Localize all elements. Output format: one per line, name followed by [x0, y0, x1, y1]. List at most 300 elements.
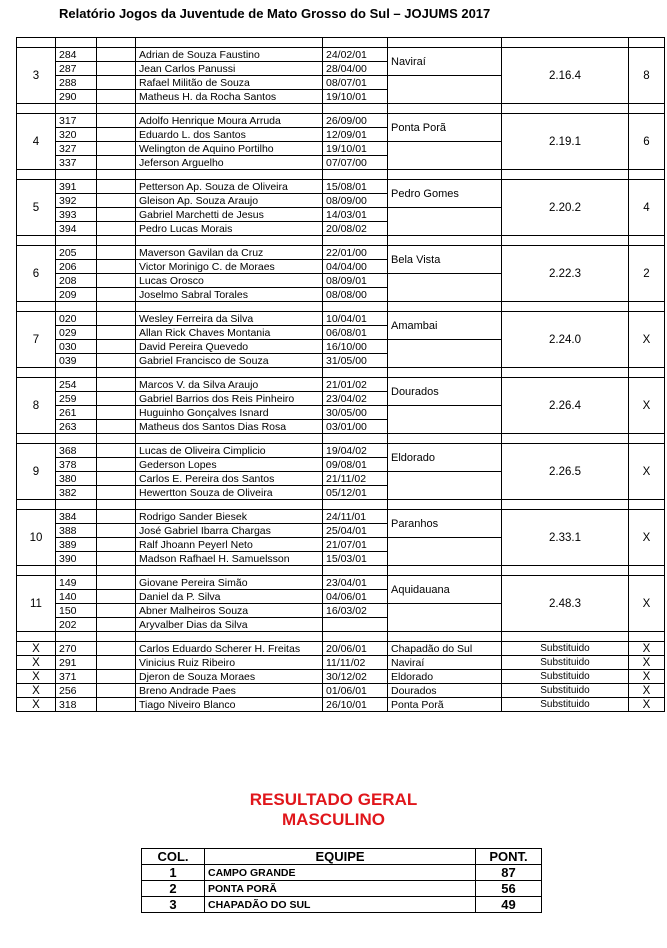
- substitute-status: Substituido: [502, 656, 629, 670]
- team-position: 7: [17, 312, 56, 368]
- athlete-city: Dourados: [388, 684, 502, 698]
- team-points: X: [629, 312, 665, 368]
- athlete-row: [17, 48, 665, 62]
- team-position: 3: [17, 48, 56, 104]
- empty-cell: [56, 104, 97, 114]
- athlete-name: Matheus dos Santos Dias Rosa: [136, 420, 323, 434]
- empty-cell: [323, 302, 388, 312]
- athlete-number: 030: [56, 340, 97, 354]
- substitute-position: X: [17, 656, 56, 670]
- substitute-row: [17, 670, 665, 684]
- athlete-number: 205: [56, 246, 97, 260]
- athlete-name: Joselmo Sabral Torales: [136, 288, 323, 302]
- athlete-name: Rodrigo Sander Biesek: [136, 510, 323, 524]
- empty-cell: [629, 566, 665, 576]
- empty-cell: [629, 368, 665, 378]
- empty-cell: [17, 632, 56, 642]
- empty-cell: [97, 208, 136, 222]
- athlete-birthdate: 04/06/01: [323, 590, 388, 604]
- athlete-name: Carlos E. Pereira dos Santos: [136, 472, 323, 486]
- empty-cell: [629, 500, 665, 510]
- team-separator-row: [17, 500, 665, 510]
- athlete-number: 317: [56, 114, 97, 128]
- empty-cell: [97, 104, 136, 114]
- empty-cell: [17, 236, 56, 246]
- team-separator-row: [17, 170, 665, 180]
- athlete-birthdate: 24/02/01: [323, 48, 388, 62]
- empty-cell: [388, 274, 502, 302]
- team-time: 2.26.5: [502, 444, 629, 500]
- athlete-number: 371: [56, 670, 97, 684]
- empty-cell: [388, 604, 502, 632]
- athlete-birthdate: 08/07/01: [323, 76, 388, 90]
- empty-cell: [136, 38, 323, 48]
- substitute-points: X: [629, 670, 665, 684]
- empty-cell: [502, 170, 629, 180]
- athlete-name: Adolfo Henrique Moura Arruda: [136, 114, 323, 128]
- ranking-table: [141, 848, 542, 913]
- athlete-number: 029: [56, 326, 97, 340]
- athlete-name: Eduardo L. dos Santos: [136, 128, 323, 142]
- empty-cell: [97, 246, 136, 260]
- athlete-birthdate: 19/10/01: [323, 90, 388, 104]
- athlete-birthdate: 07/07/00: [323, 156, 388, 170]
- athlete-birthdate: 24/11/01: [323, 510, 388, 524]
- athlete-number: 288: [56, 76, 97, 90]
- team-points: X: [629, 444, 665, 500]
- team-position: 4: [17, 114, 56, 170]
- empty-cell: [502, 236, 629, 246]
- athlete-number: 290: [56, 90, 97, 104]
- ranking-points: 87: [476, 865, 542, 881]
- empty-cell: [502, 104, 629, 114]
- empty-cell: [388, 538, 502, 566]
- empty-cell: [388, 632, 502, 642]
- empty-cell: [97, 312, 136, 326]
- athlete-name: Lucas de Oliveira Cimplicio: [136, 444, 323, 458]
- empty-cell: [629, 632, 665, 642]
- team-time: 2.26.4: [502, 378, 629, 434]
- empty-cell: [388, 500, 502, 510]
- athlete-city: Eldorado: [388, 670, 502, 684]
- empty-cell: [97, 472, 136, 486]
- athlete-birthdate: 14/03/01: [323, 208, 388, 222]
- athlete-name: Petterson Ap. Souza de Oliveira: [136, 180, 323, 194]
- athlete-name: Daniel da P. Silva: [136, 590, 323, 604]
- empty-cell: [97, 444, 136, 458]
- empty-cell: [136, 170, 323, 180]
- athlete-number: 327: [56, 142, 97, 156]
- athlete-name: Wesley Ferreira da Silva: [136, 312, 323, 326]
- athlete-number: 337: [56, 156, 97, 170]
- empty-cell: [323, 368, 388, 378]
- points-header: PONT.: [476, 849, 542, 865]
- athlete-birthdate: 30/12/02: [323, 670, 388, 684]
- substitute-points: X: [629, 698, 665, 712]
- empty-cell: [97, 566, 136, 576]
- empty-cell: [97, 114, 136, 128]
- empty-cell: [97, 288, 136, 302]
- ranking-position: 3: [142, 897, 205, 913]
- empty-cell: [323, 104, 388, 114]
- ranking-points: 49: [476, 897, 542, 913]
- ranking-header-row: [142, 849, 542, 865]
- team-time: 2.16.4: [502, 48, 629, 104]
- team-position: 10: [17, 510, 56, 566]
- empty-cell: [97, 142, 136, 156]
- empty-cell: [629, 170, 665, 180]
- ranking-team: CAMPO GRANDE: [205, 865, 476, 881]
- athlete-name: Lucas Orosco: [136, 274, 323, 288]
- ranking-row: [142, 865, 542, 881]
- team-separator-row: [17, 236, 665, 246]
- athlete-birthdate: 03/01/00: [323, 420, 388, 434]
- athlete-number: 378: [56, 458, 97, 472]
- empty-cell: [97, 392, 136, 406]
- team-city: Aquidauana: [388, 576, 502, 604]
- substitute-points: X: [629, 656, 665, 670]
- empty-cell: [97, 406, 136, 420]
- empty-cell: [97, 698, 136, 712]
- empty-cell: [136, 236, 323, 246]
- team-separator-row: [17, 632, 665, 642]
- team-city: Dourados: [388, 378, 502, 406]
- athlete-number: 380: [56, 472, 97, 486]
- athlete-name: Aryvalber Dias da Silva: [136, 618, 323, 632]
- team-separator-row: [17, 434, 665, 444]
- athlete-row: [17, 180, 665, 194]
- substitute-position: X: [17, 684, 56, 698]
- athlete-number: 384: [56, 510, 97, 524]
- athlete-birthdate: 19/10/01: [323, 142, 388, 156]
- empty-cell: [97, 368, 136, 378]
- empty-cell: [388, 104, 502, 114]
- empty-cell: [502, 38, 629, 48]
- athlete-number: 259: [56, 392, 97, 406]
- empty-cell: [97, 538, 136, 552]
- empty-cell: [388, 208, 502, 236]
- athlete-birthdate: 12/09/01: [323, 128, 388, 142]
- ranking-position: 1: [142, 865, 205, 881]
- athlete-birthdate: 08/09/01: [323, 274, 388, 288]
- ranking-points: 56: [476, 881, 542, 897]
- athlete-name: Pedro Lucas Morais: [136, 222, 323, 236]
- athlete-number: 270: [56, 642, 97, 656]
- team-time: 2.20.2: [502, 180, 629, 236]
- athlete-name: Jeferson Arguelho: [136, 156, 323, 170]
- empty-cell: [97, 552, 136, 566]
- team-position: 6: [17, 246, 56, 302]
- empty-cell: [629, 434, 665, 444]
- substitute-position: X: [17, 698, 56, 712]
- overall-result-title-line1: RESULTADO GERAL: [249, 790, 418, 809]
- athlete-number: 150: [56, 604, 97, 618]
- empty-cell: [97, 90, 136, 104]
- athlete-birthdate: 23/04/02: [323, 392, 388, 406]
- athlete-birthdate: 06/08/01: [323, 326, 388, 340]
- team-position: 11: [17, 576, 56, 632]
- athlete-birthdate: 16/10/00: [323, 340, 388, 354]
- athlete-birthdate: 05/12/01: [323, 486, 388, 500]
- overall-result-title-line2: MASCULINO: [282, 810, 385, 829]
- athlete-number: 318: [56, 698, 97, 712]
- team-points: X: [629, 576, 665, 632]
- athlete-birthdate: 26/09/00: [323, 114, 388, 128]
- empty-cell: [56, 236, 97, 246]
- empty-cell: [97, 76, 136, 90]
- athlete-birthdate: 10/04/01: [323, 312, 388, 326]
- team-city: Amambai: [388, 312, 502, 340]
- athlete-birthdate: 15/08/01: [323, 180, 388, 194]
- empty-cell: [136, 632, 323, 642]
- team-separator-row: [17, 38, 665, 48]
- substitute-status: Substituido: [502, 698, 629, 712]
- empty-cell: [323, 434, 388, 444]
- empty-cell: [97, 656, 136, 670]
- substitute-status: Substituido: [502, 642, 629, 656]
- empty-cell: [629, 38, 665, 48]
- athlete-name: Gleison Ap. Souza Araujo: [136, 194, 323, 208]
- team-separator-row: [17, 104, 665, 114]
- ranking-team: CHAPADÃO DO SUL: [205, 897, 476, 913]
- athlete-name: Maverson Gavilan da Cruz: [136, 246, 323, 260]
- team-city: Naviraí: [388, 48, 502, 76]
- empty-cell: [97, 326, 136, 340]
- empty-cell: [97, 260, 136, 274]
- athlete-number: 206: [56, 260, 97, 274]
- athlete-number: 256: [56, 684, 97, 698]
- empty-cell: [629, 302, 665, 312]
- athlete-number: 388: [56, 524, 97, 538]
- athlete-name: Hewertton Souza de Oliveira: [136, 486, 323, 500]
- empty-cell: [97, 458, 136, 472]
- athlete-birthdate: [323, 618, 388, 632]
- athlete-name: David Pereira Quevedo: [136, 340, 323, 354]
- athlete-name: Abner Malheiros Souza: [136, 604, 323, 618]
- athlete-name: Adrian de Souza Faustino: [136, 48, 323, 62]
- empty-cell: [502, 434, 629, 444]
- athlete-number: 140: [56, 590, 97, 604]
- athlete-city: Chapadão do Sul: [388, 642, 502, 656]
- team-city: Paranhos: [388, 510, 502, 538]
- empty-cell: [17, 302, 56, 312]
- empty-cell: [97, 684, 136, 698]
- athlete-name: Rafael Militão de Souza: [136, 76, 323, 90]
- empty-cell: [388, 368, 502, 378]
- athlete-row: [17, 246, 665, 260]
- team-position: 5: [17, 180, 56, 236]
- athlete-name: Gabriel Francisco de Souza: [136, 354, 323, 368]
- empty-cell: [56, 566, 97, 576]
- team-points: X: [629, 510, 665, 566]
- athlete-birthdate: 30/05/00: [323, 406, 388, 420]
- team-separator-row: [17, 566, 665, 576]
- empty-cell: [323, 236, 388, 246]
- empty-cell: [97, 302, 136, 312]
- empty-cell: [323, 170, 388, 180]
- empty-cell: [388, 76, 502, 104]
- athlete-name: Gabriel Barrios dos Reis Pinheiro: [136, 392, 323, 406]
- athlete-number: 020: [56, 312, 97, 326]
- empty-cell: [17, 500, 56, 510]
- athlete-number: 263: [56, 420, 97, 434]
- athlete-number: 208: [56, 274, 97, 288]
- substitute-points: X: [629, 684, 665, 698]
- empty-cell: [97, 48, 136, 62]
- empty-cell: [136, 368, 323, 378]
- athlete-number: 392: [56, 194, 97, 208]
- empty-cell: [17, 566, 56, 576]
- team-time: 2.19.1: [502, 114, 629, 170]
- athlete-row: [17, 312, 665, 326]
- athlete-birthdate: 09/08/01: [323, 458, 388, 472]
- athlete-number: 368: [56, 444, 97, 458]
- ranking-team: PONTA PORÃ: [205, 881, 476, 897]
- substitute-row: [17, 684, 665, 698]
- athlete-birthdate: 26/10/01: [323, 698, 388, 712]
- empty-cell: [388, 566, 502, 576]
- ranking-row: [142, 897, 542, 913]
- empty-cell: [56, 500, 97, 510]
- athlete-birthdate: 08/08/00: [323, 288, 388, 302]
- athlete-birthdate: 21/07/01: [323, 538, 388, 552]
- athlete-number: 389: [56, 538, 97, 552]
- empty-cell: [97, 274, 136, 288]
- team-header: EQUIPE: [205, 849, 476, 865]
- empty-cell: [97, 632, 136, 642]
- substitute-row: [17, 656, 665, 670]
- athlete-name: Matheus H. da Rocha Santos: [136, 90, 323, 104]
- empty-cell: [17, 38, 56, 48]
- team-city: Pedro Gomes: [388, 180, 502, 208]
- athlete-number: 284: [56, 48, 97, 62]
- empty-cell: [502, 368, 629, 378]
- athlete-name: Welington de Aquino Portilho: [136, 142, 323, 156]
- substitute-row: [17, 698, 665, 712]
- athlete-row: [17, 444, 665, 458]
- empty-cell: [97, 524, 136, 538]
- team-time: 2.22.3: [502, 246, 629, 302]
- ranking-position: 2: [142, 881, 205, 897]
- empty-cell: [323, 500, 388, 510]
- team-separator-row: [17, 302, 665, 312]
- empty-cell: [56, 38, 97, 48]
- athlete-name: José Gabriel Ibarra Chargas: [136, 524, 323, 538]
- empty-cell: [97, 180, 136, 194]
- empty-cell: [323, 566, 388, 576]
- empty-cell: [388, 142, 502, 170]
- empty-cell: [97, 670, 136, 684]
- substitute-points: X: [629, 642, 665, 656]
- ranking-row: [142, 881, 542, 897]
- empty-cell: [97, 340, 136, 354]
- athlete-birthdate: 15/03/01: [323, 552, 388, 566]
- substitute-position: X: [17, 670, 56, 684]
- athlete-number: 291: [56, 656, 97, 670]
- athlete-name: Breno Andrade Paes: [136, 684, 323, 698]
- team-position: 9: [17, 444, 56, 500]
- substitute-status: Substituido: [502, 684, 629, 698]
- empty-cell: [502, 632, 629, 642]
- empty-cell: [56, 170, 97, 180]
- athlete-name: Madson Rafhael H. Samuelsson: [136, 552, 323, 566]
- empty-cell: [388, 170, 502, 180]
- athlete-birthdate: 16/03/02: [323, 604, 388, 618]
- team-city: Eldorado: [388, 444, 502, 472]
- empty-cell: [56, 632, 97, 642]
- empty-cell: [97, 604, 136, 618]
- athlete-birthdate: 21/11/02: [323, 472, 388, 486]
- athlete-birthdate: 31/05/00: [323, 354, 388, 368]
- empty-cell: [56, 368, 97, 378]
- athlete-number: 390: [56, 552, 97, 566]
- team-points: 4: [629, 180, 665, 236]
- team-time: 2.48.3: [502, 576, 629, 632]
- empty-cell: [17, 104, 56, 114]
- empty-cell: [388, 236, 502, 246]
- team-time: 2.33.1: [502, 510, 629, 566]
- athlete-number: 039: [56, 354, 97, 368]
- athlete-number: 209: [56, 288, 97, 302]
- athlete-name: Allan Rick Chaves Montania: [136, 326, 323, 340]
- empty-cell: [97, 128, 136, 142]
- document-title: Relatório Jogos da Juventude de Mato Grosso do Sul – JOJUMS 2017: [59, 6, 491, 21]
- empty-cell: [97, 38, 136, 48]
- athlete-name: Marcos V. da Silva Araujo: [136, 378, 323, 392]
- empty-cell: [56, 302, 97, 312]
- athlete-birthdate: 11/11/02: [323, 656, 388, 670]
- empty-cell: [97, 590, 136, 604]
- substitute-status: Substituido: [502, 670, 629, 684]
- results-table: [16, 37, 665, 712]
- athlete-number: 393: [56, 208, 97, 222]
- empty-cell: [97, 618, 136, 632]
- empty-cell: [97, 378, 136, 392]
- athlete-name: Djeron de Souza Moraes: [136, 670, 323, 684]
- athlete-row: [17, 378, 665, 392]
- empty-cell: [17, 368, 56, 378]
- col-header: COL.: [142, 849, 205, 865]
- athlete-birthdate: 22/01/00: [323, 246, 388, 260]
- empty-cell: [502, 500, 629, 510]
- athlete-name: Tiago Niveiro Blanco: [136, 698, 323, 712]
- athlete-name: Vinicius Ruiz Ribeiro: [136, 656, 323, 670]
- athlete-number: 391: [56, 180, 97, 194]
- empty-cell: [17, 170, 56, 180]
- team-position: 8: [17, 378, 56, 434]
- empty-cell: [97, 236, 136, 246]
- empty-cell: [136, 566, 323, 576]
- empty-cell: [136, 434, 323, 444]
- team-points: X: [629, 378, 665, 434]
- empty-cell: [323, 38, 388, 48]
- athlete-number: 382: [56, 486, 97, 500]
- athlete-name: Carlos Eduardo Scherer H. Freitas: [136, 642, 323, 656]
- empty-cell: [97, 486, 136, 500]
- athlete-row: [17, 510, 665, 524]
- overall-result-title: [0, 790, 667, 830]
- empty-cell: [388, 406, 502, 434]
- athlete-number: 202: [56, 618, 97, 632]
- athlete-birthdate: 21/01/02: [323, 378, 388, 392]
- empty-cell: [502, 302, 629, 312]
- empty-cell: [97, 222, 136, 236]
- athlete-city: Naviraí: [388, 656, 502, 670]
- empty-cell: [388, 472, 502, 500]
- empty-cell: [388, 340, 502, 368]
- empty-cell: [97, 420, 136, 434]
- athlete-number: 394: [56, 222, 97, 236]
